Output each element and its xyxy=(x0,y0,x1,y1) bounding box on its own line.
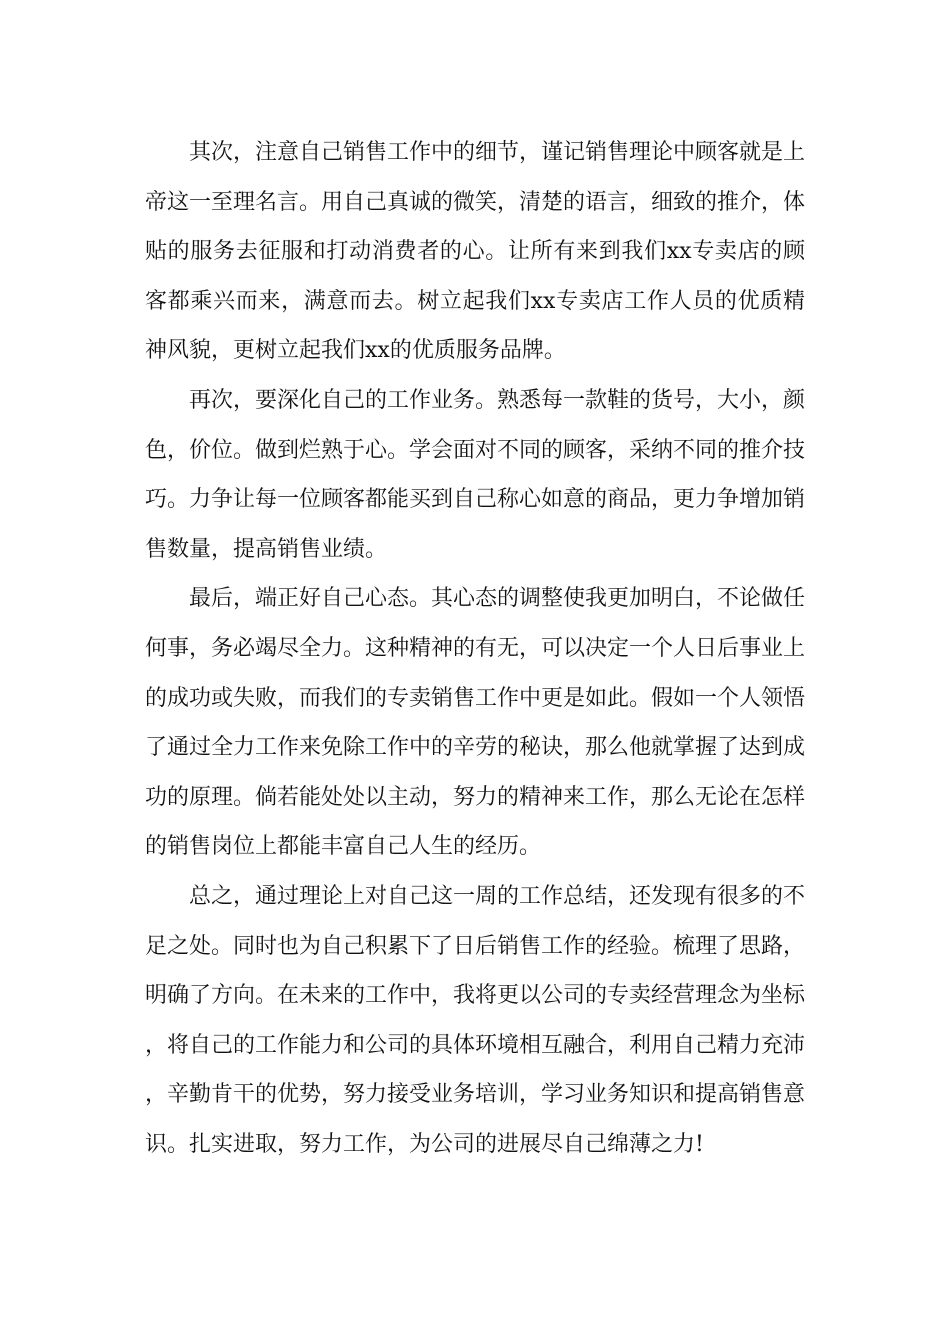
document-body xyxy=(145,128,805,1169)
paragraph-2: 再次，要深化自己的工作业务。熟悉每一款鞋的货号，大小，颜色，价位。做到烂熟于心。学会面对不同的顾客，采纳不同的推介技巧。力争让每一位顾客都能买到自己称心如意的商品，更力争增加销售数量，提高销售业绩。 xyxy=(145,387,806,562)
paragraph-4: 总之，通过理论上对自己这一周的工作总结，还发现有很多的不足之处。同时也为自己积累下了日后销售工作的经验。梳理了思路，明确了方向。在未来的工作中，我将更以公司的专卖经营理念为坐标，将自己的工作能力和公司的具体环境相互融合，利用自己精力充沛，辛勤肯干的优势，努力接受业务培训，学习业务知识和提高销售意识。扎实进取，努力工作，为公司的进展尽自己绵薄之力! xyxy=(145,883,806,1157)
paragraph-1: 其次，注意自己销售工作中的细节，谨记销售理论中顾客就是上帝这一至理名言。用自己真诚的微笑，清楚的语言，细致的推介，体贴的服务去征服和打动消费者的心。让所有来到我们xx专卖店的顾客都乘兴而来，满意而去。树立起我们xx专卖店工作人员的优质精神风貌，更树立起我们xx的优质服务品牌。 xyxy=(145,140,806,364)
paragraph-3: 最后，端正好自己心态。其心态的调整使我更加明白，不论做任何事，务必竭尽全力。这种精神的有无，可以决定一个人日后事业上的成功或失败，而我们的专卖销售工作中更是如此。假如一个人领悟了通过全力工作来免除工作中的辛劳的秘诀，那么他就掌握了达到成功的原理。倘若能处处以主动，努力的精神来工作，那么无论在怎样的销售岗位上都能丰富自己人生的经历。 xyxy=(145,586,806,860)
